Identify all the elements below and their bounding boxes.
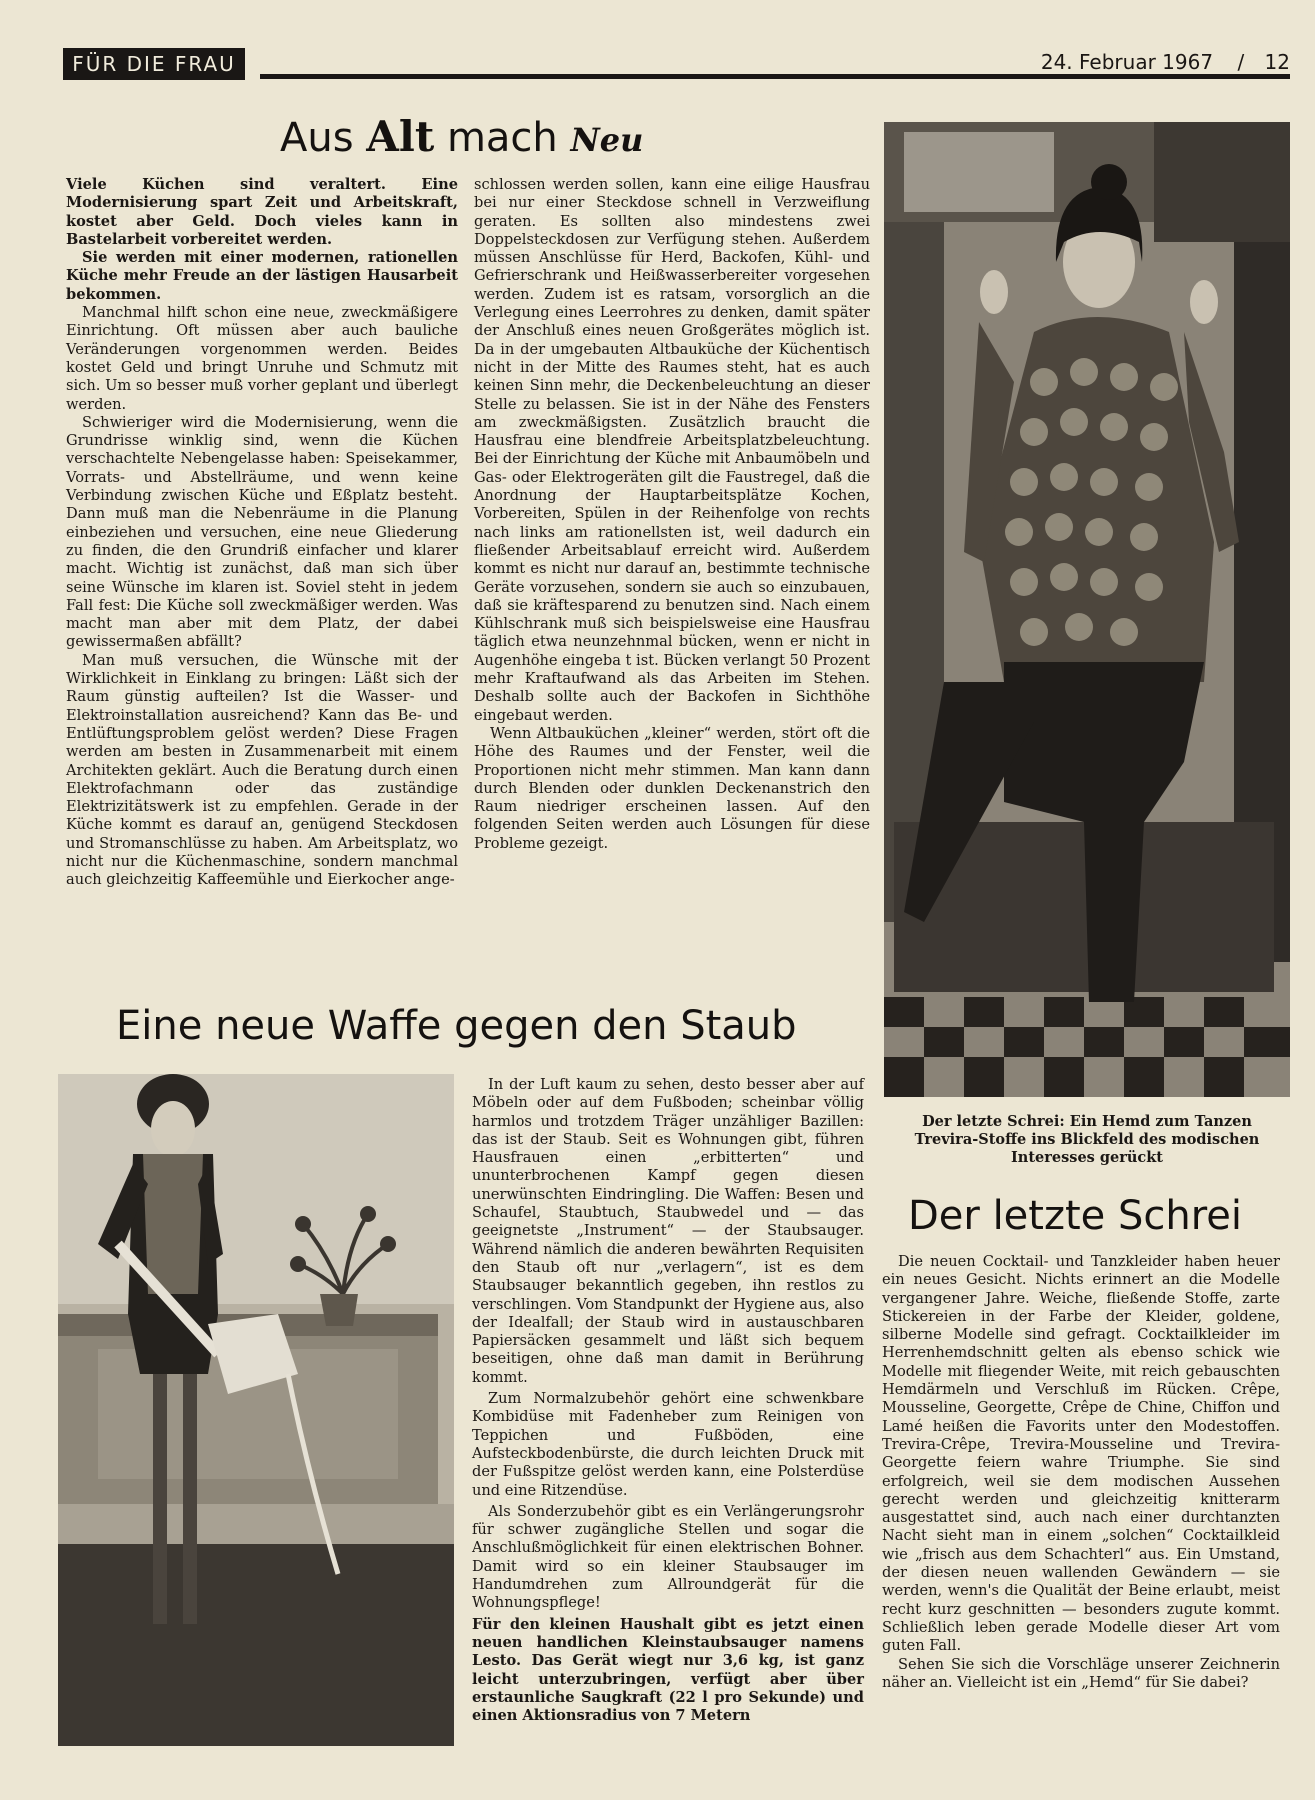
article3-title: Der letzte Schrei <box>908 1193 1243 1239</box>
article2-column <box>472 1076 864 1725</box>
header-rule <box>260 74 1290 79</box>
issue-date: 24. Februar 1967 <box>1040 50 1214 74</box>
article1-column-2 <box>474 176 870 853</box>
section-rubric: FÜR DIE FRAU <box>63 48 245 80</box>
article1-paragraph: Manchmal hilft schon eine neue, zweckmäßigere Einrichtung. Oft müssen aber auch bauliche Veränderungen vorgenommen werden. Beides kostet Geld und bringt Unruhe und Schmutz mit sich. Um so besser muß vorher geplant und überlegt werden. <box>66 304 458 413</box>
article3-paragraph: Die neuen Cocktail- und Tanzkleider haben heuer ein neues Gesicht. Nichts erinnert an die Modelle vergangener Jahre. Weiche, fließende Stoffe, zarte Stickereien in der Farbe der Kleider, goldene, silberne Modelle sind gefragt. Cocktailkleider im Herrenhemdschnitt gelten als ebenso schick wie Modelle mit fliegender Weite, mit reich gebauschten Hemdärmeln und Verschluß im Rücken. Crêpe, Mousseline, Georgette, Crêpe de Chine, Chiffon und Lamé heißen die Favorits unter den Modestoffen. Trevira-Crêpe, Trevira-Mousseline und Trevira-Georgette feiern wahre Triumphe. Sie sind erfolgreich, weil sie dem modischen Aussehen gerecht werden und gleichzeitig knitterarm ausgestattet sind, auch nach einer durchtanzten Nacht sieht man in einem „solchen“ Cocktailkleid wie „frisch aus dem Schachterl“ aus. Ein Umstand, der diesen neuen wallenden Gewändern — sie werden, wenn's die Qualität der Beine erlaubt, meist recht kurz geschnitten — besonders zugute kommt. Schließlich leben gerade Modelle dieser Art vom guten Fall. <box>882 1253 1280 1655</box>
date-separator: / <box>1237 50 1245 74</box>
article1-paragraph: Man muß versuchen, die Wünsche mit der Wirklichkeit in Einklang zu bringen: Läßt sich der Raum günstig aufteilen? Ist die Wasser- und Elektroinstallation ausreichend? Kann das Be- und Entlüftungsproblem gelöst werden? Diese Fragen werden am besten in Zusammenarbeit mit einem Architekten geklärt. Auch die Beratung durch einen Elektrofachmann oder das zuständige Elektrizitätswerk ist zu empfehlen. Gerade in der Küche kommt es darauf an, genügend Steckdosen und Stromanschlüsse zu haben. Am Arbeitsplatz, wo nicht nur die Küchenmaschine, sondern manchmal auch gleichzeitig Kaffeemühle und Eierkocher ange- <box>66 651 458 889</box>
article1-paragraph: schlossen werden sollen, kann eine eilige Hausfrau bei nur einer Steckdose schnell in Verzweiflung geraten. Es sollten also mindestens zwei Doppelsteckdosen zur Verfügung stehen. Außerdem müssen Anschlüsse für Herd, Backofen, Kühl- und Gefrierschrank und Heißwasserbereiter vorgesehen werden. Zudem ist es ratsam, vorsorglich an die Verlegung eines Leerrohres zu denken, damit später der Anschluß eines neuen Großgerätes möglich ist. Da in der umgebauten Altbauküche der Küchentisch nicht in der Mitte des Raumes steht, hat es auch keinen Sinn mehr, die Deckenbeleuchtung an dieser Stelle zu belassen. Sie ist in der Nähe des Fensters am zweckmäßigsten. Zusätzlich braucht die Hausfrau eine blendfreie Arbeitsplatzbeleuchtung. Bei der Einrichtung der Küche mit Anbaumöbeln und Gas- oder Elektrogeräten gilt die Faustregel, daß die Anordnung der Hauptarbeitsplätze Kochen, Vorbereiten, Spülen in der Reihenfolge von rechts nach links am rationellsten ist, weil dadurch ein fließender Arbeitsablauf erreicht wird. Außerdem kommt es nicht nur darauf an, bestimmte technische Geräte vorzusehen, sondern sie auch so einzubauen, daß sie kräftesparend zu benutzen sind. Nach einem Kühlschrank muß sich beispielsweise eine Hausfrau täglich etwa neunzehnmal bücken, wenn er nicht in Augenhöhe eingeba t ist. Bücken verlangt 50 Prozent mehr Kraftaufwand als das Arbeiten im Stehen. Deshalb sollte auch der Backofen in Sichthöhe eingebaut werden. <box>474 176 871 724</box>
title-word-aus: Aus <box>280 115 354 161</box>
caption-line: Interesses gerückt <box>1011 1149 1163 1166</box>
page-number: 12 <box>1264 50 1290 74</box>
article3-column <box>882 1253 1280 1692</box>
article2-paragraph: Zum Normalzubehör gehört eine schwenkbare Kombidüse mit Fadenheber zum Reinigen von Teppichen und Fußböden, eine Aufsteckbodenbürste, die durch leichten Druck mit der Fußspitze gelöst werden kann, eine Polsterdüse und eine Ritzendüse. <box>472 1390 864 1499</box>
article1-title <box>280 112 643 161</box>
article2-product-note: Für den kleinen Haushalt gibt es jetzt einen neuen handlichen Kleinstaubsauger namens Lesto. Das Gerät wiegt nur 3,6 kg, ist ganz leicht unterzubringen, verfügt aber über erstaunliche Saugkraft (22 l pro Sekunde) und einen Aktionsradius von 7 Metern <box>472 1615 864 1725</box>
dateline <box>1035 50 1290 74</box>
fashion-photo-caption <box>884 1113 1290 1167</box>
article1-lead: Viele Küchen sind veraltert. Eine Modernisierung spart Zeit und Arbeitskraft, kostet aber Geld. Doch vieles kann in Bastelarbeit vorbereitet werden. <box>66 176 458 248</box>
caption-line: Trevira-Stoffe ins Blickfeld des modischen <box>914 1131 1260 1148</box>
title-word-neu: Neu <box>570 121 644 159</box>
vacuum-photo <box>58 1074 454 1746</box>
title-word-alt: Alt <box>366 112 435 161</box>
article2-paragraph: Als Sonderzubehör gibt es ein Verlängerungsrohr für schwer zugängliche Stellen und sogar die Anschlußmöglichkeit für einen elektrischen Bohner. Damit wird so ein kleiner Staubsauger im Handumdrehen zum Allroundgerät für die Wohnungspflege! <box>472 1502 864 1612</box>
caption-line: Der letzte Schrei: Ein Hemd zum Tanzen <box>922 1113 1252 1130</box>
article1-paragraph: Schwieriger wird die Modernisierung, wenn die Grundrisse winklig sind, wenn die Küchen verschachtelte Nebengelasse haben: Speisekammer, Vorrats- und Abstellräume, und wenn keine Verbindung zwischen Küche und Eßplatz besteht. Dann muß man die Nebenräume in die Planung einbeziehen und versuchen, eine neue Gliederung zu finden, die den Grundriß einfacher und klarer macht. Wichtig ist zunächst, daß man sich über seine Wünsche im klaren ist. Soviel steht in jedem Fall fest: Die Küche soll zweckmäßiger werden. Was macht man aber mit dem Platz, der dabei gewissermaßen abfällt? <box>66 413 458 651</box>
article1-column-1 <box>66 176 458 890</box>
article1-lead-2: Sie werden mit einer modernen, rationellen Küche mehr Freude an der lästigen Hausarbeit bekommen. <box>66 249 458 303</box>
article2-paragraph: In der Luft kaum zu sehen, desto besser aber auf Möbeln oder auf dem Fußboden; scheinbar völlig harmlos und trotzdem Träger unzähliger Bazillen: das ist der Staub. Seit es Wohnungen gibt, führen Hausfrauen einen „erbitterten“ und ununterbrochenen Kampf gegen diesen unerwünschten Eindringling. Die Waffen: Besen und Schaufel, Staubtuch, Staubwedel und — das geeignetste „Instrument“ — der Staubsauger. Während nämlich die anderen bewährten Requisiten den Staub oft nur „verlagern“, ist es dem Staubsauger bekanntlich gegeben, ihn restlos zu verschlingen. Vom Standpunkt der Hygiene aus, also der Idealfall; der Staub wird in austauschbaren Papiersäcken gesammelt und läßt sich bequem beseitigen, ohne daß man damit in Berührung kommt. <box>472 1076 864 1386</box>
article2-title: Eine neue Waffe gegen den Staub <box>116 1003 797 1049</box>
article3-paragraph: Sehen Sie sich die Vorschläge unserer Zeichnerin näher an. Vielleicht ist ein „Hemd“ für Sie dabei? <box>882 1655 1280 1691</box>
title-word-mach: mach <box>446 115 558 161</box>
fashion-photo <box>884 122 1290 1097</box>
article1-paragraph: Wenn Altbauküchen „kleiner“ werden, stört oft die Höhe des Raumes und der Fenster, weil die Proportionen nicht mehr stimmen. Man kann dann durch Blenden oder dunklen Deckenanstrich den Raum niedriger erscheinen lassen. Auf den folgenden Seiten werden auch Lösungen für diese Probleme gezeigt. <box>474 724 870 852</box>
